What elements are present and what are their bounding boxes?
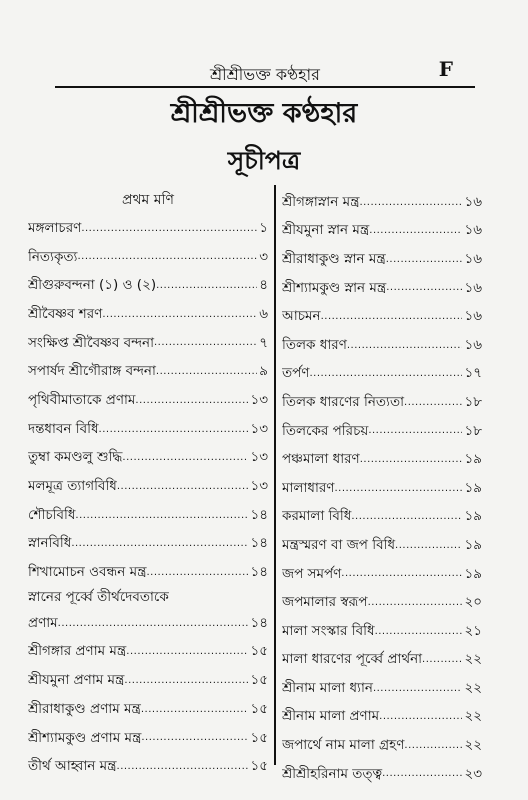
dot-leader <box>369 225 462 245</box>
toc-entry-title: শ্রীরাধাকুণ্ড প্রণাম মন্ত্র <box>28 700 141 717</box>
toc-entry-title: মঙ্গলাচরণ <box>28 219 82 236</box>
dot-leader <box>81 223 257 243</box>
toc-entry-page: ১৬ <box>464 279 482 296</box>
toc-title: সূচীপত্র <box>227 146 301 175</box>
book-title: শ্রীশ্রীভক্ত কণ্ঠহার <box>170 98 358 129</box>
toc-entry <box>28 609 268 638</box>
toc-entry-title: প্রণাম <box>28 614 58 631</box>
toc-entry <box>28 300 268 329</box>
toc-entry-page: ১৩ <box>250 391 268 408</box>
toc-entry-page: ২২ <box>464 737 482 754</box>
toc-entry-page: ১৬ <box>464 193 482 210</box>
toc-entry-page: ১৬ <box>464 308 482 325</box>
dot-leader <box>351 511 462 531</box>
toc-entry <box>28 638 268 667</box>
toc-entry-page: ২৩ <box>464 765 482 782</box>
toc-entry <box>282 703 482 732</box>
toc-entry <box>282 531 482 560</box>
toc-entry-page: ১৪ <box>250 614 268 631</box>
toc-entry <box>28 558 268 587</box>
toc-entry <box>282 646 482 675</box>
toc-entry-page: ১৩ <box>250 449 268 466</box>
dot-leader <box>341 568 462 588</box>
toc-entry-title: মালাধারণ <box>282 479 335 496</box>
toc-right-column <box>282 188 482 788</box>
toc-entry-page: ১৫ <box>250 758 268 775</box>
dot-leader <box>360 454 463 474</box>
toc-entry <box>282 274 482 303</box>
toc-right-list <box>282 188 482 788</box>
toc-entry-title: তুম্বা কমণ্ডলু শুদ্ধি <box>28 449 123 466</box>
toc-entry-title: তীর্থ আহ্বান মন্ত্র <box>28 758 117 775</box>
dot-leader <box>395 540 462 560</box>
toc-entry-page: ২২ <box>464 708 482 725</box>
toc-entry-page: ৩ <box>259 248 268 265</box>
toc-entry-title: পঞ্চমালা ধারণ <box>282 451 360 468</box>
toc-entry-page: ১৪ <box>250 506 268 523</box>
toc-entry-page: ২২ <box>464 651 482 668</box>
dot-leader <box>422 654 462 674</box>
dot-leader <box>386 254 463 274</box>
toc-entry-page: ১৯ <box>464 479 482 496</box>
toc-entry-page: ১৪ <box>250 535 268 552</box>
dot-leader <box>386 282 462 302</box>
dot-leader <box>146 567 248 587</box>
toc-entry-title: জপ সমর্পণ <box>282 565 342 582</box>
toc-entry-title: শ্রীরাধাকুণ্ড স্নান মন্ত্র <box>282 250 386 267</box>
dot-leader <box>141 704 249 724</box>
toc-entry <box>28 695 268 724</box>
toc-entry <box>282 731 482 760</box>
toc-entry <box>28 214 268 243</box>
toc-entry-title: মলমূত্র ত্যাগবিধি <box>28 478 117 495</box>
column-divider <box>274 185 276 765</box>
toc-entry <box>28 752 268 781</box>
toc-entry-page: ১৫ <box>250 700 268 717</box>
toc-entry-page: ১৩ <box>250 420 268 437</box>
toc-entry-title: শ্রীশ্রীহরিনাম তত্ত্ব <box>282 765 383 782</box>
toc-entry <box>282 560 482 589</box>
toc-entry-title: স্নানবিধি <box>28 535 72 552</box>
dot-leader <box>379 711 462 731</box>
dot-leader <box>404 397 462 417</box>
dot-leader <box>375 626 463 646</box>
dot-leader <box>99 424 249 444</box>
dot-leader <box>154 337 257 357</box>
toc-entry-page: ৯ <box>259 363 268 380</box>
toc-entry <box>282 474 482 503</box>
toc-entry <box>28 243 268 272</box>
toc-entry-page: ১৫ <box>250 672 268 689</box>
toc-entry-page: ২১ <box>464 622 482 639</box>
section-heading: প্রথম মণি <box>122 192 174 208</box>
dot-leader <box>126 646 248 666</box>
toc-entry-page: ২০ <box>464 594 482 611</box>
toc-entry-page: ৭ <box>259 334 268 351</box>
toc-entry-page: ১৭ <box>464 365 482 382</box>
toc-entry-page: ১৮ <box>464 393 482 410</box>
toc-entry-title: শ্রীযমুনা স্নান মন্ত্র <box>282 222 370 239</box>
toc-entry-title: জপার্থে নাম মালা গ্রহণ <box>282 737 405 754</box>
toc-entry-title: সংক্ষিপ্ত শ্রীবৈষ্ণব বন্দনা <box>28 334 154 351</box>
running-head <box>55 57 475 89</box>
toc-entry <box>282 388 482 417</box>
toc-entry-title: শ্রীযমুনা প্রণাম মন্ত্র <box>28 672 125 689</box>
toc-entry <box>28 472 268 501</box>
toc-entry-title: তিলক ধারণের নিত্যতা <box>282 393 405 410</box>
toc-entry-title: তিলক ধারণ <box>282 336 347 353</box>
dot-leader <box>321 311 463 331</box>
toc-entry <box>282 503 482 532</box>
dot-leader <box>334 483 462 503</box>
dot-leader <box>404 740 462 760</box>
toc-entry-title: শৌচবিধি <box>28 506 76 523</box>
toc-left-column <box>28 188 268 781</box>
toc-entry-page: ১৮ <box>464 422 482 439</box>
toc-entry-page: ১৩ <box>250 478 268 495</box>
toc-entry-page: ১৯ <box>464 508 482 525</box>
dot-leader <box>124 675 248 695</box>
dot-leader <box>117 481 249 501</box>
toc-entry-page: ৬ <box>259 305 268 322</box>
toc-entry-title: তর্পণ <box>282 365 310 382</box>
toc-entry-title: পৃথিবীমাতাকে প্রণাম <box>28 391 136 408</box>
dot-leader <box>359 197 462 217</box>
toc-entry-title: তিলকের পরিচয় <box>282 422 369 439</box>
toc-entry <box>282 445 482 474</box>
dot-leader <box>309 368 462 388</box>
toc-entry-page: ১৯ <box>464 536 482 553</box>
toc-entry <box>28 271 268 300</box>
toc-entry-title: শ্রীশ্যামকুণ্ড স্নান মন্ত্র <box>282 279 387 296</box>
dot-leader <box>156 280 257 300</box>
toc-entry <box>28 530 268 559</box>
toc-entry <box>282 417 482 446</box>
toc-entry <box>282 360 482 389</box>
toc-entry <box>282 188 482 217</box>
dot-leader <box>368 597 463 617</box>
dot-leader <box>347 340 463 360</box>
toc-entry-title: দন্তধাবন বিধি <box>28 420 99 437</box>
dot-leader <box>135 395 248 415</box>
running-head-title: শ্রীশ্রীভক্ত কণ্ঠহার <box>210 65 320 84</box>
dot-leader <box>156 366 257 386</box>
toc-entry <box>28 501 268 530</box>
toc-entry-page: ১৪ <box>250 564 268 581</box>
dot-leader <box>71 538 248 558</box>
toc-entry-page: ১৬ <box>464 336 482 353</box>
toc-entry <box>282 331 482 360</box>
toc-entry <box>28 386 268 415</box>
toc-entry-title: শ্রীশ্যামকুণ্ড প্রণাম মন্ত্র <box>28 729 142 746</box>
toc-entry-title: শ্রীগঙ্গার প্রণাম মন্ত্র <box>28 643 127 660</box>
toc-entry-title: শ্রীনাম মালা ধ্যান <box>282 679 373 696</box>
toc-entry <box>28 724 268 753</box>
toc-entry-title: জপমালার স্বরূপ <box>282 594 368 611</box>
toc-entry <box>28 444 268 473</box>
toc-entry <box>282 302 482 331</box>
toc-entry-page: ১৯ <box>464 565 482 582</box>
dot-leader <box>102 309 257 329</box>
dot-leader <box>75 510 248 530</box>
page-letter: F <box>438 57 453 81</box>
toc-entry-title: স্নানের পূর্ব্বে তীর্থদেবতাকে <box>28 589 169 606</box>
toc-entry <box>28 329 268 358</box>
toc-entry-title: শ্রীগুরুবন্দনা (১) ও (২) <box>28 277 157 294</box>
toc-entry-page: ২২ <box>464 679 482 696</box>
dot-leader <box>368 425 462 445</box>
toc-entry-title: করমালা বিধি <box>282 508 352 525</box>
toc-entry-title: শ্রীনাম মালা প্রণাম <box>282 708 380 725</box>
toc-entry <box>282 674 482 703</box>
toc-entry-page: ১ <box>259 219 268 236</box>
toc-entry-title: মন্ত্রস্মরণ বা জপ বিধি <box>282 536 396 553</box>
dot-leader <box>141 732 248 752</box>
dot-leader <box>77 251 257 271</box>
toc-entry <box>282 617 482 646</box>
toc-entry-title: নিত্যকৃত্য <box>28 248 78 265</box>
dot-leader <box>373 683 463 703</box>
toc-entry-page: ৪ <box>259 277 268 294</box>
toc-entry-page: ১৬ <box>464 222 482 239</box>
toc-entry-page: ১৫ <box>250 729 268 746</box>
toc-entry-title: সপার্ষদ শ্রীগৌরাঙ্গ বন্দনা <box>28 363 156 380</box>
toc-entry <box>28 415 268 444</box>
toc-entry <box>282 760 482 789</box>
toc-entry-page: ১৬ <box>464 250 482 267</box>
toc-entry <box>282 588 482 617</box>
dot-leader <box>122 452 248 472</box>
toc-entry <box>28 666 268 695</box>
toc-entry-title: আচমন <box>282 308 321 325</box>
toc-entry-title: মালা সংস্কার বিধি <box>282 622 375 639</box>
dot-leader <box>117 761 249 781</box>
toc-entry-page: ১৫ <box>250 643 268 660</box>
header-rule <box>55 86 475 88</box>
toc-entry-page: ১৯ <box>464 451 482 468</box>
toc-entry-title: শিখামোচন ওবন্ধন মন্ত্র <box>28 564 147 581</box>
toc-entry <box>28 587 268 609</box>
dot-leader <box>58 618 249 638</box>
toc-entry-title: শ্রীবৈষ্ণব শরণ <box>28 305 103 322</box>
toc-entry <box>282 245 482 274</box>
dot-leader <box>382 768 462 788</box>
toc-entry-title: শ্রীগঙ্গাস্নান মন্ত্র <box>282 193 360 210</box>
toc-entry <box>282 217 482 246</box>
toc-entry-title: মালা ধারণের পূর্ব্বে প্রার্থনা <box>282 651 423 668</box>
toc-entry <box>28 357 268 386</box>
toc-left-list <box>28 214 268 781</box>
